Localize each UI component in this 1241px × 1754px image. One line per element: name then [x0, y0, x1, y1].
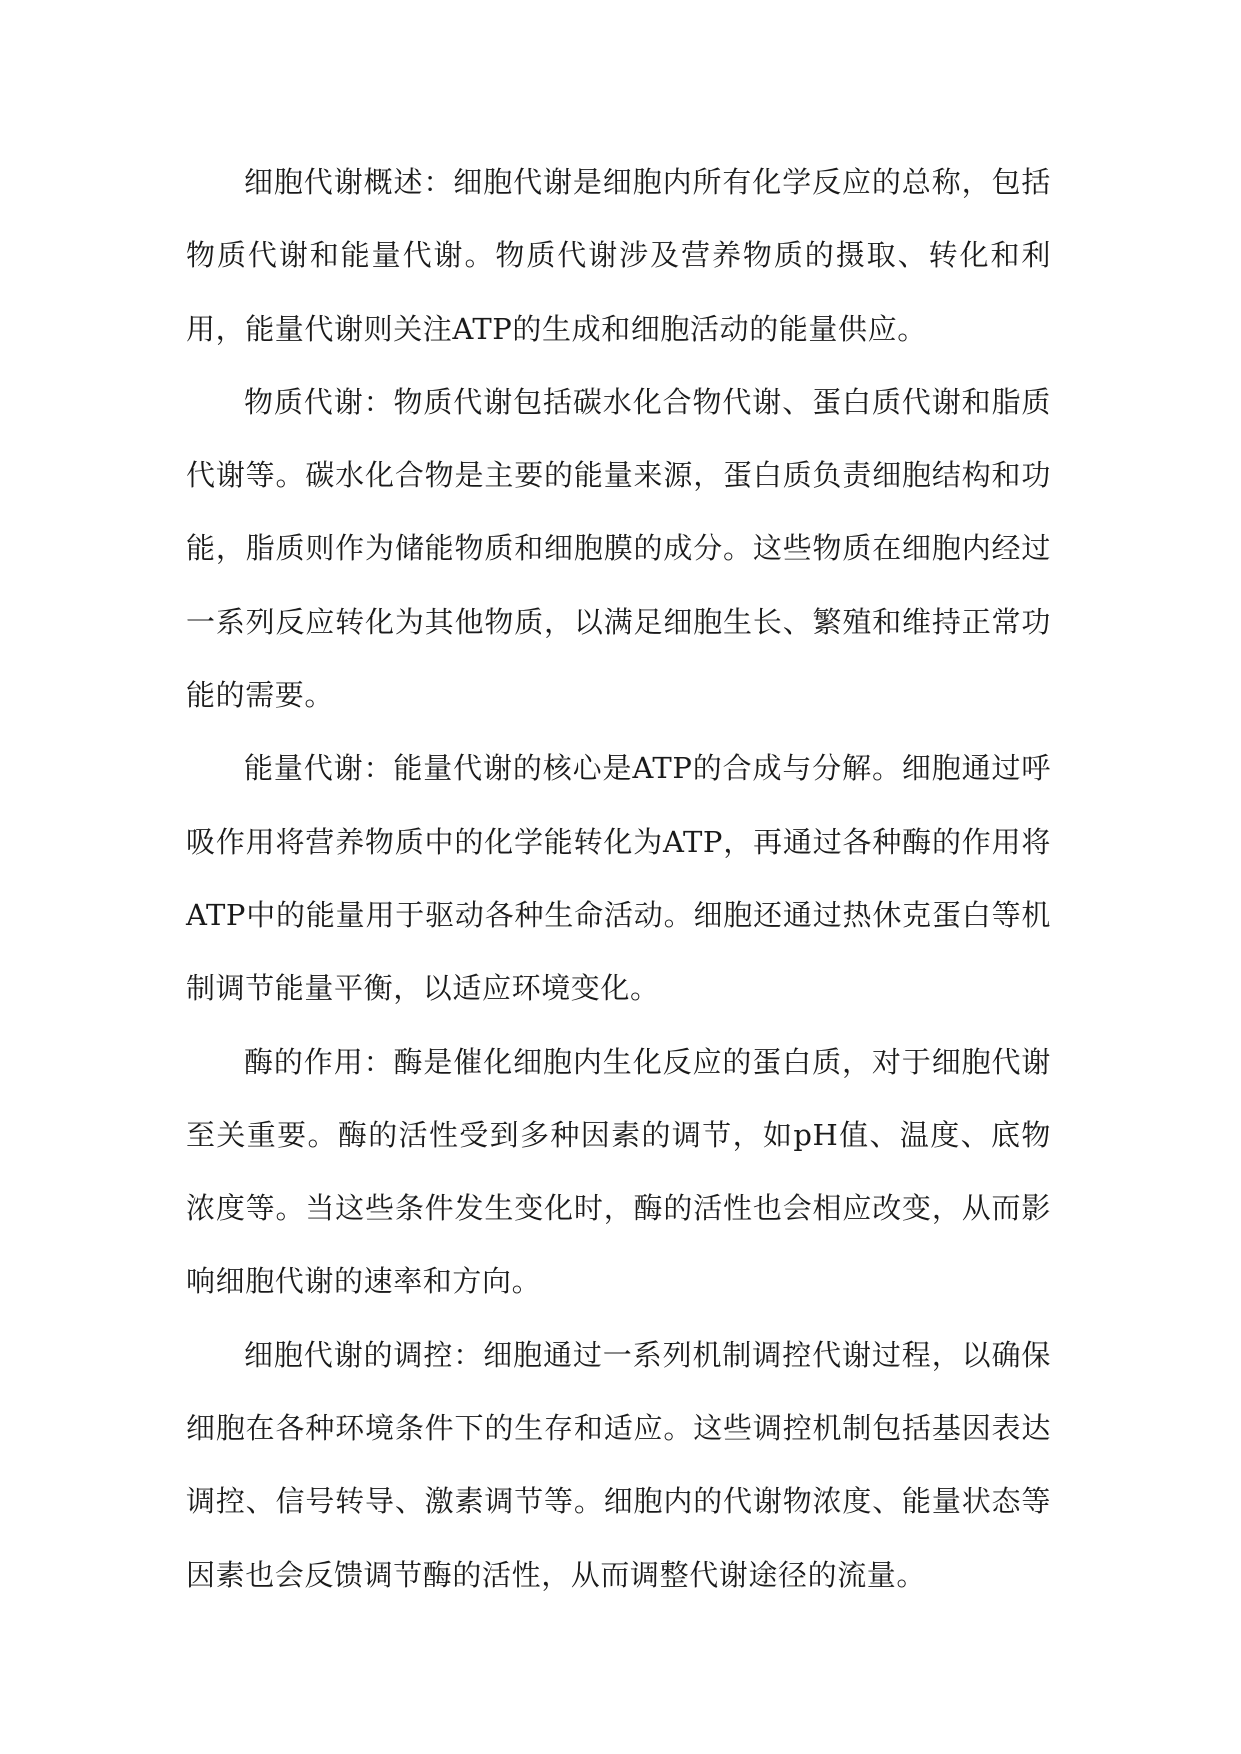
paragraph-metabolic-regulation: 细胞代谢的调控：细胞通过一系列机制调控代谢过程，以确保细胞在各种环境条件下的生存和适应。这些调控机制包括基因表达调控、信号转导、激素调节等。细胞内的代谢物浓度、能量状态等因素也会反馈调节酶的活性，从而调整代谢途径的流量。 [186, 1337, 1051, 1592]
document-body [186, 146, 1051, 1612]
paragraph-enzyme-role: 酶的作用：酶是催化细胞内生化反应的蛋白质，对于细胞代谢至关重要。酶的活性受到多种因素的调节，如pH值、温度、底物浓度等。当这些条件发生变化时，酶的活性也会相应改变，从而影响细胞代谢的速率和方向。 [186, 1044, 1051, 1299]
paragraph-material-metabolism: 物质代谢：物质代谢包括碳水化合物代谢、蛋白质代谢和脂质代谢等。碳水化合物是主要的能量来源，蛋白质负责细胞结构和功能，脂质则作为储能物质和细胞膜的成分。这些物质在细胞内经过一系列反应转化为其他物质，以满足细胞生长、繁殖和维持正常功能的需要。 [186, 384, 1051, 713]
paragraph-energy-metabolism: 能量代谢：能量代谢的核心是ATP的合成与分解。细胞通过呼吸作用将营养物质中的化学能转化为ATP，再通过各种酶的作用将ATP中的能量用于驱动各种生命活动。细胞还通过热休克蛋白等机制调节能量平衡，以适应环境变化。 [186, 751, 1051, 1006]
paragraph-overview: 细胞代谢概述：细胞代谢是细胞内所有化学反应的总称，包括物质代谢和能量代谢。物质代谢涉及营养物质的摄取、转化和利用，能量代谢则关注ATP的生成和细胞活动的能量供应。 [186, 165, 1051, 346]
